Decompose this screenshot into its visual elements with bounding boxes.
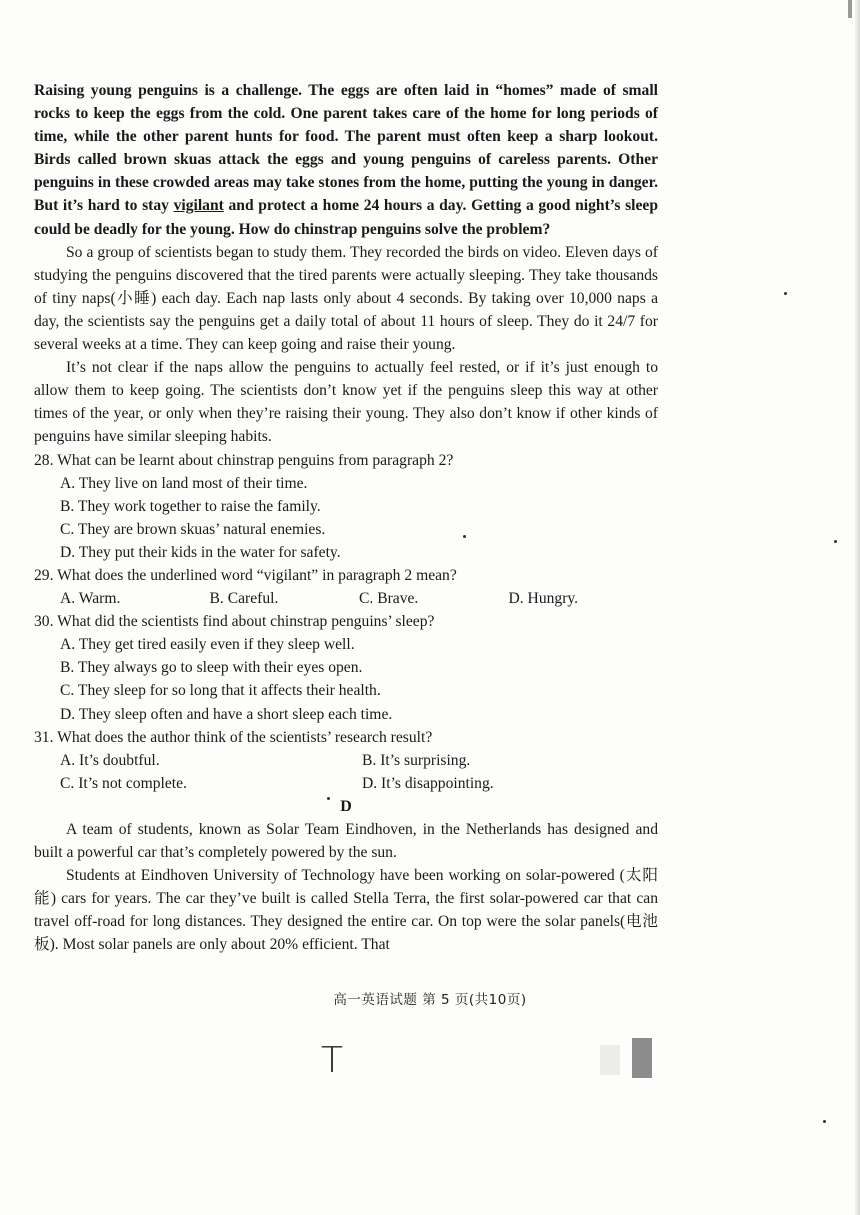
question-30-option-a: A. They get tired easily even if they sleep well. <box>60 636 355 654</box>
question-31 <box>34 726 658 795</box>
question-29-option-c: C. Brave. <box>359 590 419 608</box>
question-29-option-b: B. Careful. <box>209 590 279 608</box>
question-29-stem: 29. What does the underlined word “vigilant” in paragraph 2 mean? <box>34 566 457 584</box>
page-content <box>34 79 658 957</box>
question-30-stem: 30. What did the scientists find about chinstrap penguins’ sleep? <box>34 613 435 631</box>
print-mark: T <box>321 1040 343 1081</box>
question-28-option-c: C. They are brown skuas’ natural enemies. <box>60 520 326 538</box>
question-30-option-d: D. They sleep often and have a short sleep each time. <box>60 705 393 723</box>
question-31-option-c: C. It’s not complete. <box>60 774 187 792</box>
question-31-option-a: A. It’s doubtful. <box>60 751 160 769</box>
speck <box>834 540 837 543</box>
question-31-option-b: B. It’s surprising. <box>362 751 471 769</box>
question-29-option-a: A. Warm. <box>60 590 121 608</box>
speck <box>823 1120 826 1123</box>
edge-mark <box>848 0 852 18</box>
question-29-options <box>34 587 658 610</box>
question-28 <box>34 449 658 564</box>
passage-c-paragraph-2: So a group of scientists began to study them. They recorded the birds on video. Eleven days of studying the penguins discovered that the tired parents were actually sleeping. They take thousands of tiny naps(小睡) each day. Each nap lasts only about 4 seconds. By taking over 10,000 naps a day, the scientists say the penguins get a daily total of about 11 hours of sleep. They do it 24/7 for several weeks at a time. They can keep going and raise their young. <box>34 243 658 354</box>
paragraph-1-text-b: and protect a home 24 hours a day. Getting a good night’s sleep could be deadly for the young. How do chinstrap penguins solve the problem? <box>34 197 658 238</box>
question-31-stem: 31. What does the author think of the scientists’ research result? <box>34 728 433 746</box>
question-31-options-row-2 <box>34 772 658 795</box>
speck <box>784 292 787 295</box>
question-28-option-d: D. They put their kids in the water for safety. <box>60 543 341 561</box>
question-29 <box>34 564 658 610</box>
question-28-stem: 28. What can be learnt about chinstrap penguins from paragraph 2? <box>34 451 454 469</box>
question-30 <box>34 610 658 725</box>
question-31-option-d: D. It’s disappointing. <box>362 774 494 792</box>
question-31-options-row-1 <box>34 749 658 772</box>
question-29-option-d: D. Hungry. <box>508 590 579 608</box>
question-28-option-b: B. They work together to raise the family. <box>60 497 321 515</box>
paragraph-1-text-a: Raising young penguins is a challenge. The eggs are often laid in “homes” made of small rocks to keep the eggs from the cold. One parent takes care of the home for long periods of time, while the other parent hunts for food. The parent must often keep a sharp lookout. Birds called brown skuas attack the eggs and young penguins of careless parents. Other penguins in these crowded areas may take stones from the home, putting the young in danger. But it’s hard to stay <box>34 82 658 215</box>
scan-smudge <box>600 1045 620 1075</box>
page-footer: 高一英语试题 第 5 页(共10页) <box>333 992 527 1008</box>
gray-tab-mark <box>632 1038 652 1078</box>
question-30-option-b: B. They always go to sleep with their eyes open. <box>60 659 363 677</box>
underlined-word-vigilant: vigilant <box>173 197 224 215</box>
passage-d-paragraph-1: A team of students, known as Solar Team Eindhoven, in the Netherlands has designed and built a powerful car that’s completely powered by the sun. <box>34 821 658 862</box>
question-30-option-c: C. They sleep for so long that it affects their health. <box>60 682 381 700</box>
passage-c-paragraph-3: It’s not clear if the naps allow the penguins to actually feel rested, or if it’s just enough to allow them to keep going. The scientists don’t know yet if the penguins sleep this way at other times of the year, or only when they’re raising their young. They also don’t know if other kinds of penguins have similar sleeping habits. <box>34 359 658 446</box>
question-28-option-a: A. They live on land most of their time. <box>60 474 308 492</box>
page-edge <box>855 0 860 1215</box>
speck <box>327 797 330 800</box>
passage-d-heading: D <box>340 797 352 815</box>
speck <box>463 535 466 538</box>
passage-d-paragraph-2: Students at Eindhoven University of Technology have been working on solar-powered (太阳能) cars for years. The car they’ve built is called Stella Terra, the first solar-powered car that can travel off-road for long distances. They designed the entire car. On top were the solar panels(电池板). Most solar panels are only about 20% efficient. That <box>34 867 658 954</box>
passage-c-paragraph-1 <box>34 79 658 241</box>
